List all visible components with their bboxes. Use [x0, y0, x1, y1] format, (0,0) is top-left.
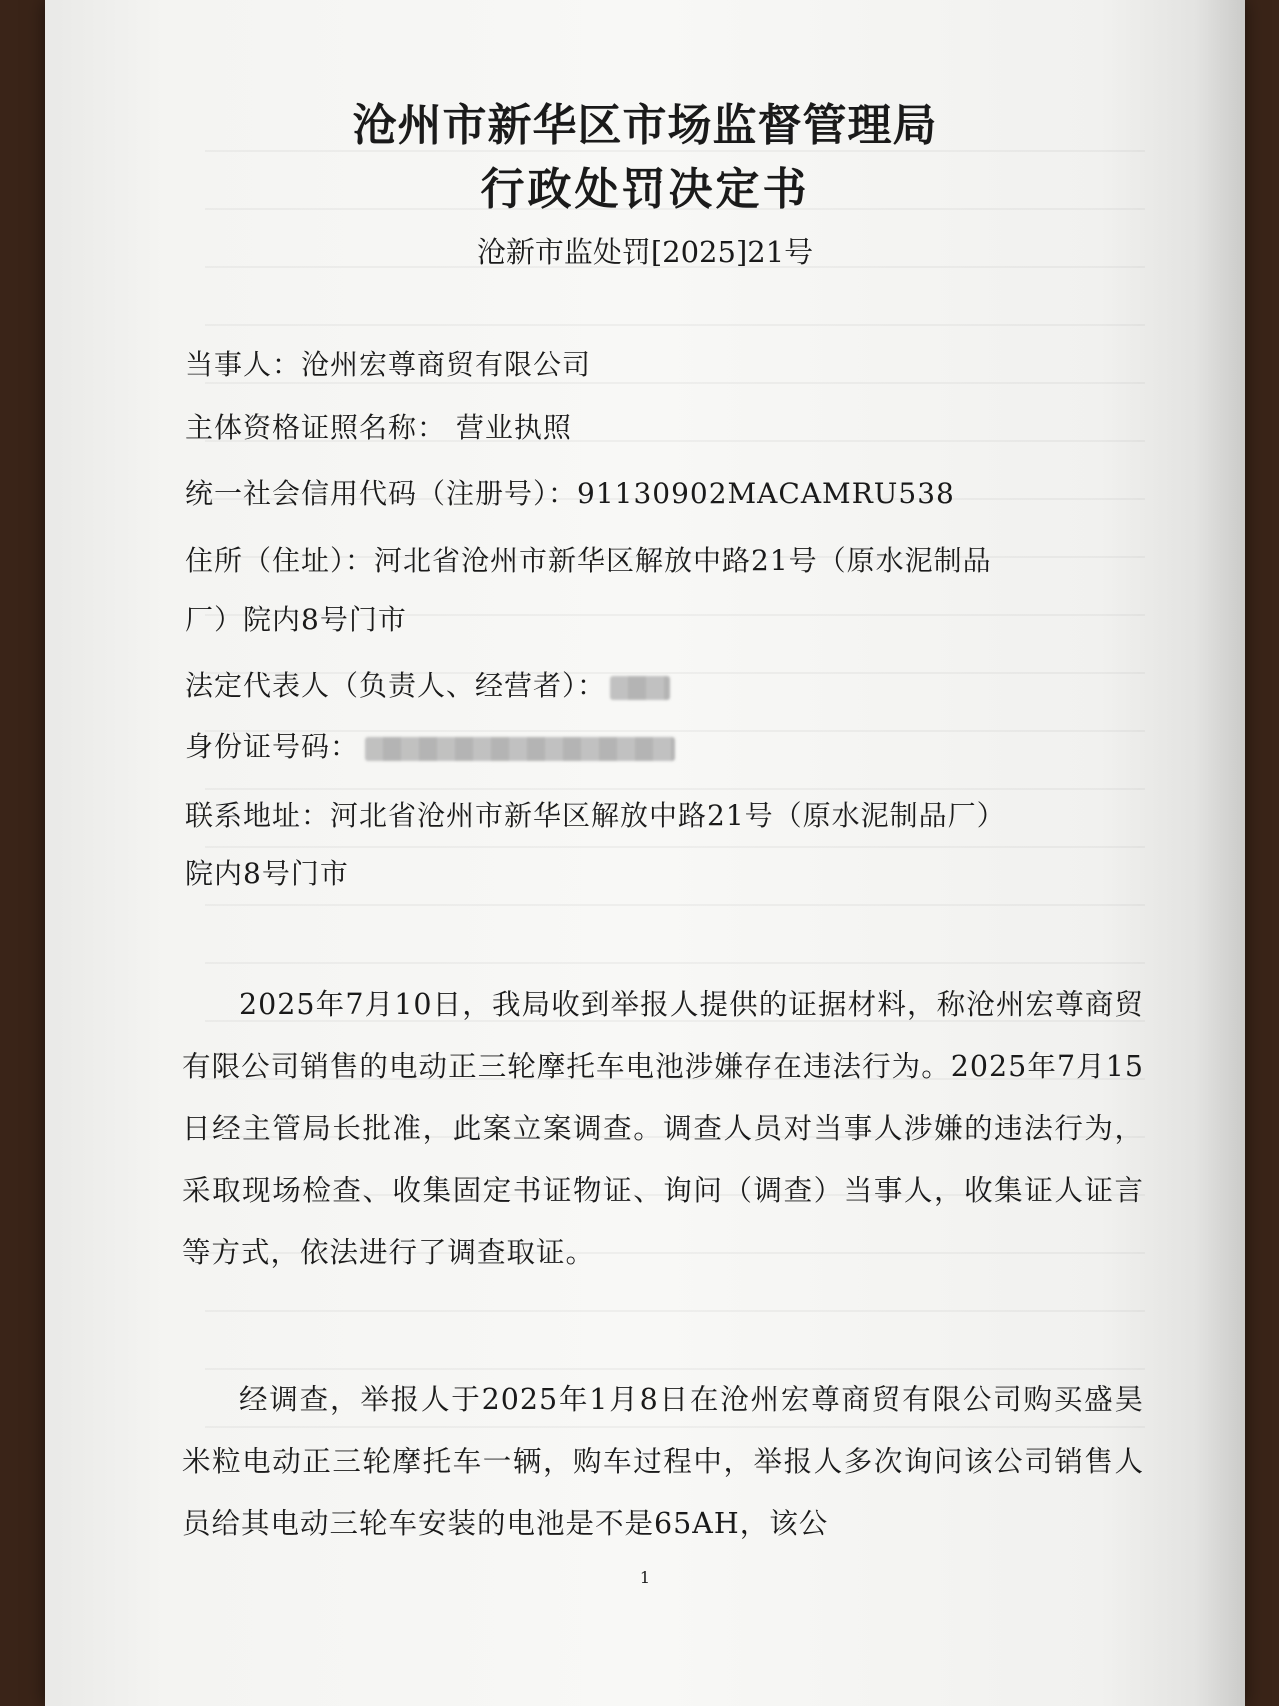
redacted-name-block [610, 676, 670, 700]
body-paragraph-investigation: 经调查，举报人于2025年1月8日在沧州宏尊商贸有限公司购买盛昊米粒电动正三轮摩托车一辆，购车过程中，举报人多次询问该公司销售人员给其电动三轮车安装的电池是不是65AH，该公 [182, 1383, 1144, 1540]
id-number-label: 身份证号码： [185, 730, 360, 763]
body-paragraph-filing: 2025年7月10日，我局收到举报人提供的证据材料，称沧州宏尊商贸有限公司销售的电动正三轮摩托车电池涉嫌存在违法行为。2025年7月15日经主管局长批准，此案立案调查。调查人员对当事人涉嫌的违法行为，采取现场检查、收集固定书证物证、询问（调查）当事人，收集证人证言等方式，依法进行了调查取证。 [182, 988, 1144, 1269]
field-contact-line1: 联系地址：河北省沧州市新华区解放中路21号（原水泥制品厂） [185, 799, 1006, 832]
field-contact-line2: 院内8号门市 [185, 857, 349, 890]
field-party: 当事人：沧州宏尊商贸有限公司 [185, 348, 592, 381]
field-address-line2: 厂）院内8号门市 [185, 603, 407, 636]
document-title-type: 行政处罚决定书 [480, 164, 810, 215]
document-number: 沧新市监处罚[2025]21号 [476, 235, 814, 269]
page-number: 1 [639, 1568, 651, 1587]
document-title-agency: 沧州市新华区市场监督管理局 [352, 100, 938, 151]
field-credit-code: 统一社会信用代码（注册号）：91130902MACAMRU538 [185, 477, 955, 510]
field-id-number [185, 727, 675, 767]
field-address-line1: 住所（住址）：河北省沧州市新华区解放中路21号（原水泥制品 [185, 544, 992, 577]
redacted-id-block [365, 737, 675, 761]
field-legal-representative [185, 666, 670, 706]
field-license-name: 主体资格证照名称： 营业执照 [185, 411, 572, 444]
document-page [45, 0, 1245, 1706]
legal-rep-label: 法定代表人（负责人、经营者）： [185, 669, 607, 702]
